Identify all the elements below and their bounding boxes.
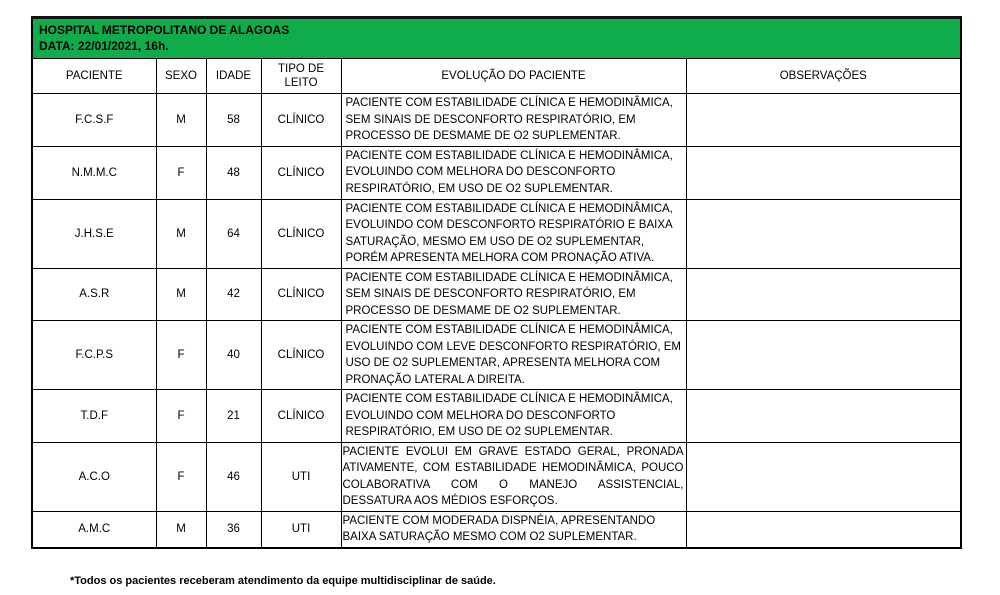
cell-observacoes — [686, 199, 961, 268]
cell-observacoes — [686, 442, 961, 511]
cell-evolucao: PACIENTE COM ESTABILIDADE CLÍNICA E HEMODINÂMICA, SEM SINAIS DE DESCONFORTO RESPIRATÓRIO, EM PROCESSO DE DESMAME DE O2 SUPLEMENTAR. — [341, 94, 686, 147]
cell-observacoes — [686, 511, 961, 548]
cell-evolucao: PACIENTE COM ESTABILIDADE CLÍNICA E HEMODINÂMICA, EVOLUINDO COM MELHORA DO DESCONFORTO RESPIRATÓRIO, EM USO DE O2 SUPLEMENTAR. — [341, 146, 686, 199]
cell-evolucao: PACIENTE COM ESTABILIDADE CLÍNICA E HEMODINÂMICA, EVOLUINDO COM MELHORA DO DESCONFORTO RESPIRATÓRIO, EM USO DE O2 SUPLEMENTAR. — [341, 390, 686, 443]
cell-evolucao: PACIENTE EVOLUI EM GRAVE ESTADO GERAL, PRONADA ATIVAMENTE, COM ESTABILIDADE HEMODINÂMICA, POUCO COLABORATIVA COM O MANEJO ASSISTENCIAL, DESSATURA AOS MÉDIOS ESFORÇOS. — [341, 442, 686, 511]
cell-paciente: J.H.S.E — [32, 199, 156, 268]
table-row — [32, 146, 961, 199]
patient-evolution-table — [31, 16, 962, 549]
cell-sexo: M — [156, 199, 206, 268]
cell-evolucao: PACIENTE COM MODERADA DISPNÉIA, APRESENTANDO BAIXA SATURAÇÃO MESMO COM O2 SUPLEMENTAR. — [341, 511, 686, 548]
cell-tipo-de-leito: UTI — [261, 442, 341, 511]
table-row — [32, 511, 961, 548]
cell-sexo: F — [156, 146, 206, 199]
cell-sexo: F — [156, 321, 206, 390]
cell-evolucao: PACIENTE COM ESTABILIDADE CLÍNICA E HEMODINÂMICA, EVOLUINDO COM LEVE DESCONFORTO RESPIRATÓRIO, EM USO DE O2 SUPLEMENTAR, APRESENTA MELHORA COM PRONAÇÃO LATERAL A DIREITA. — [341, 321, 686, 390]
table-row — [32, 268, 961, 321]
document-page — [0, 16, 1000, 595]
cell-evolucao: PACIENTE COM ESTABILIDADE CLÍNICA E HEMODINÂMICA, EVOLUINDO COM DESCONFORTO RESPIRATÓRIO E BAIXA SATURAÇÃO, MESMO EM USO DE O2 SUPLEMENTAR, PORÉM APRESENTA MELHORA COM PRONAÇÃO ATIVA. — [341, 199, 686, 268]
column-header-observacoes: OBSERVAÇÕES — [686, 59, 961, 94]
cell-paciente: F.C.S.F — [32, 94, 156, 147]
cell-idade: 46 — [206, 442, 261, 511]
cell-evolucao: PACIENTE COM ESTABILIDADE CLÍNICA E HEMODINÂMICA, SEM SINAIS DE DESCONFORTO RESPIRATÓRIO, EM PROCESSO DE DESMAME DE O2 SUPLEMENTAR. — [341, 268, 686, 321]
cell-tipo-de-leito: CLÍNICO — [261, 146, 341, 199]
cell-sexo: M — [156, 94, 206, 147]
cell-observacoes — [686, 94, 961, 147]
cell-tipo-de-leito: UTI — [261, 511, 341, 548]
cell-sexo: M — [156, 268, 206, 321]
cell-observacoes — [686, 146, 961, 199]
table-row — [32, 442, 961, 511]
cell-observacoes — [686, 390, 961, 443]
cell-idade: 40 — [206, 321, 261, 390]
cell-tipo-de-leito: CLÍNICO — [261, 390, 341, 443]
cell-paciente: A.M.C — [32, 511, 156, 548]
cell-idade: 21 — [206, 390, 261, 443]
column-header-paciente: PACIENTE — [32, 59, 156, 94]
column-header-tipo-de-leito: TIPO DE LEITO — [261, 59, 341, 94]
cell-tipo-de-leito: CLÍNICO — [261, 94, 341, 147]
cell-idade: 58 — [206, 94, 261, 147]
cell-idade: 42 — [206, 268, 261, 321]
cell-idade: 36 — [206, 511, 261, 548]
cell-paciente: A.C.O — [32, 442, 156, 511]
report-header-banner — [32, 18, 961, 59]
cell-paciente: N.M.M.C — [32, 146, 156, 199]
cell-idade: 48 — [206, 146, 261, 199]
cell-sexo: M — [156, 511, 206, 548]
cell-idade: 64 — [206, 199, 261, 268]
cell-sexo: F — [156, 390, 206, 443]
table-row — [32, 199, 961, 268]
footnote: *Todos os pacientes receberam atendimento da equipe multidisciplinar de saúde. — [70, 574, 496, 587]
table-row — [32, 321, 961, 390]
cell-paciente: F.C.P.S — [32, 321, 156, 390]
cell-observacoes — [686, 321, 961, 390]
hospital-name: HOSPITAL METROPOLITANO DE ALAGOAS — [39, 23, 290, 37]
cell-tipo-de-leito: CLÍNICO — [261, 321, 341, 390]
cell-tipo-de-leito: CLÍNICO — [261, 268, 341, 321]
table-row — [32, 390, 961, 443]
cell-observacoes — [686, 268, 961, 321]
cell-paciente: T.D.F — [32, 390, 156, 443]
cell-paciente: A.S.R — [32, 268, 156, 321]
banner-cell — [32, 18, 961, 59]
table-row — [32, 94, 961, 147]
report-date: DATA: 22/01/2021, 16h. — [39, 39, 169, 53]
column-header-idade: IDADE — [206, 59, 261, 94]
cell-tipo-de-leito: CLÍNICO — [261, 199, 341, 268]
column-header-evolucao: EVOLUÇÃO DO PACIENTE — [341, 59, 686, 94]
table-header-row — [32, 59, 961, 94]
column-header-sexo: SEXO — [156, 59, 206, 94]
cell-sexo: F — [156, 442, 206, 511]
